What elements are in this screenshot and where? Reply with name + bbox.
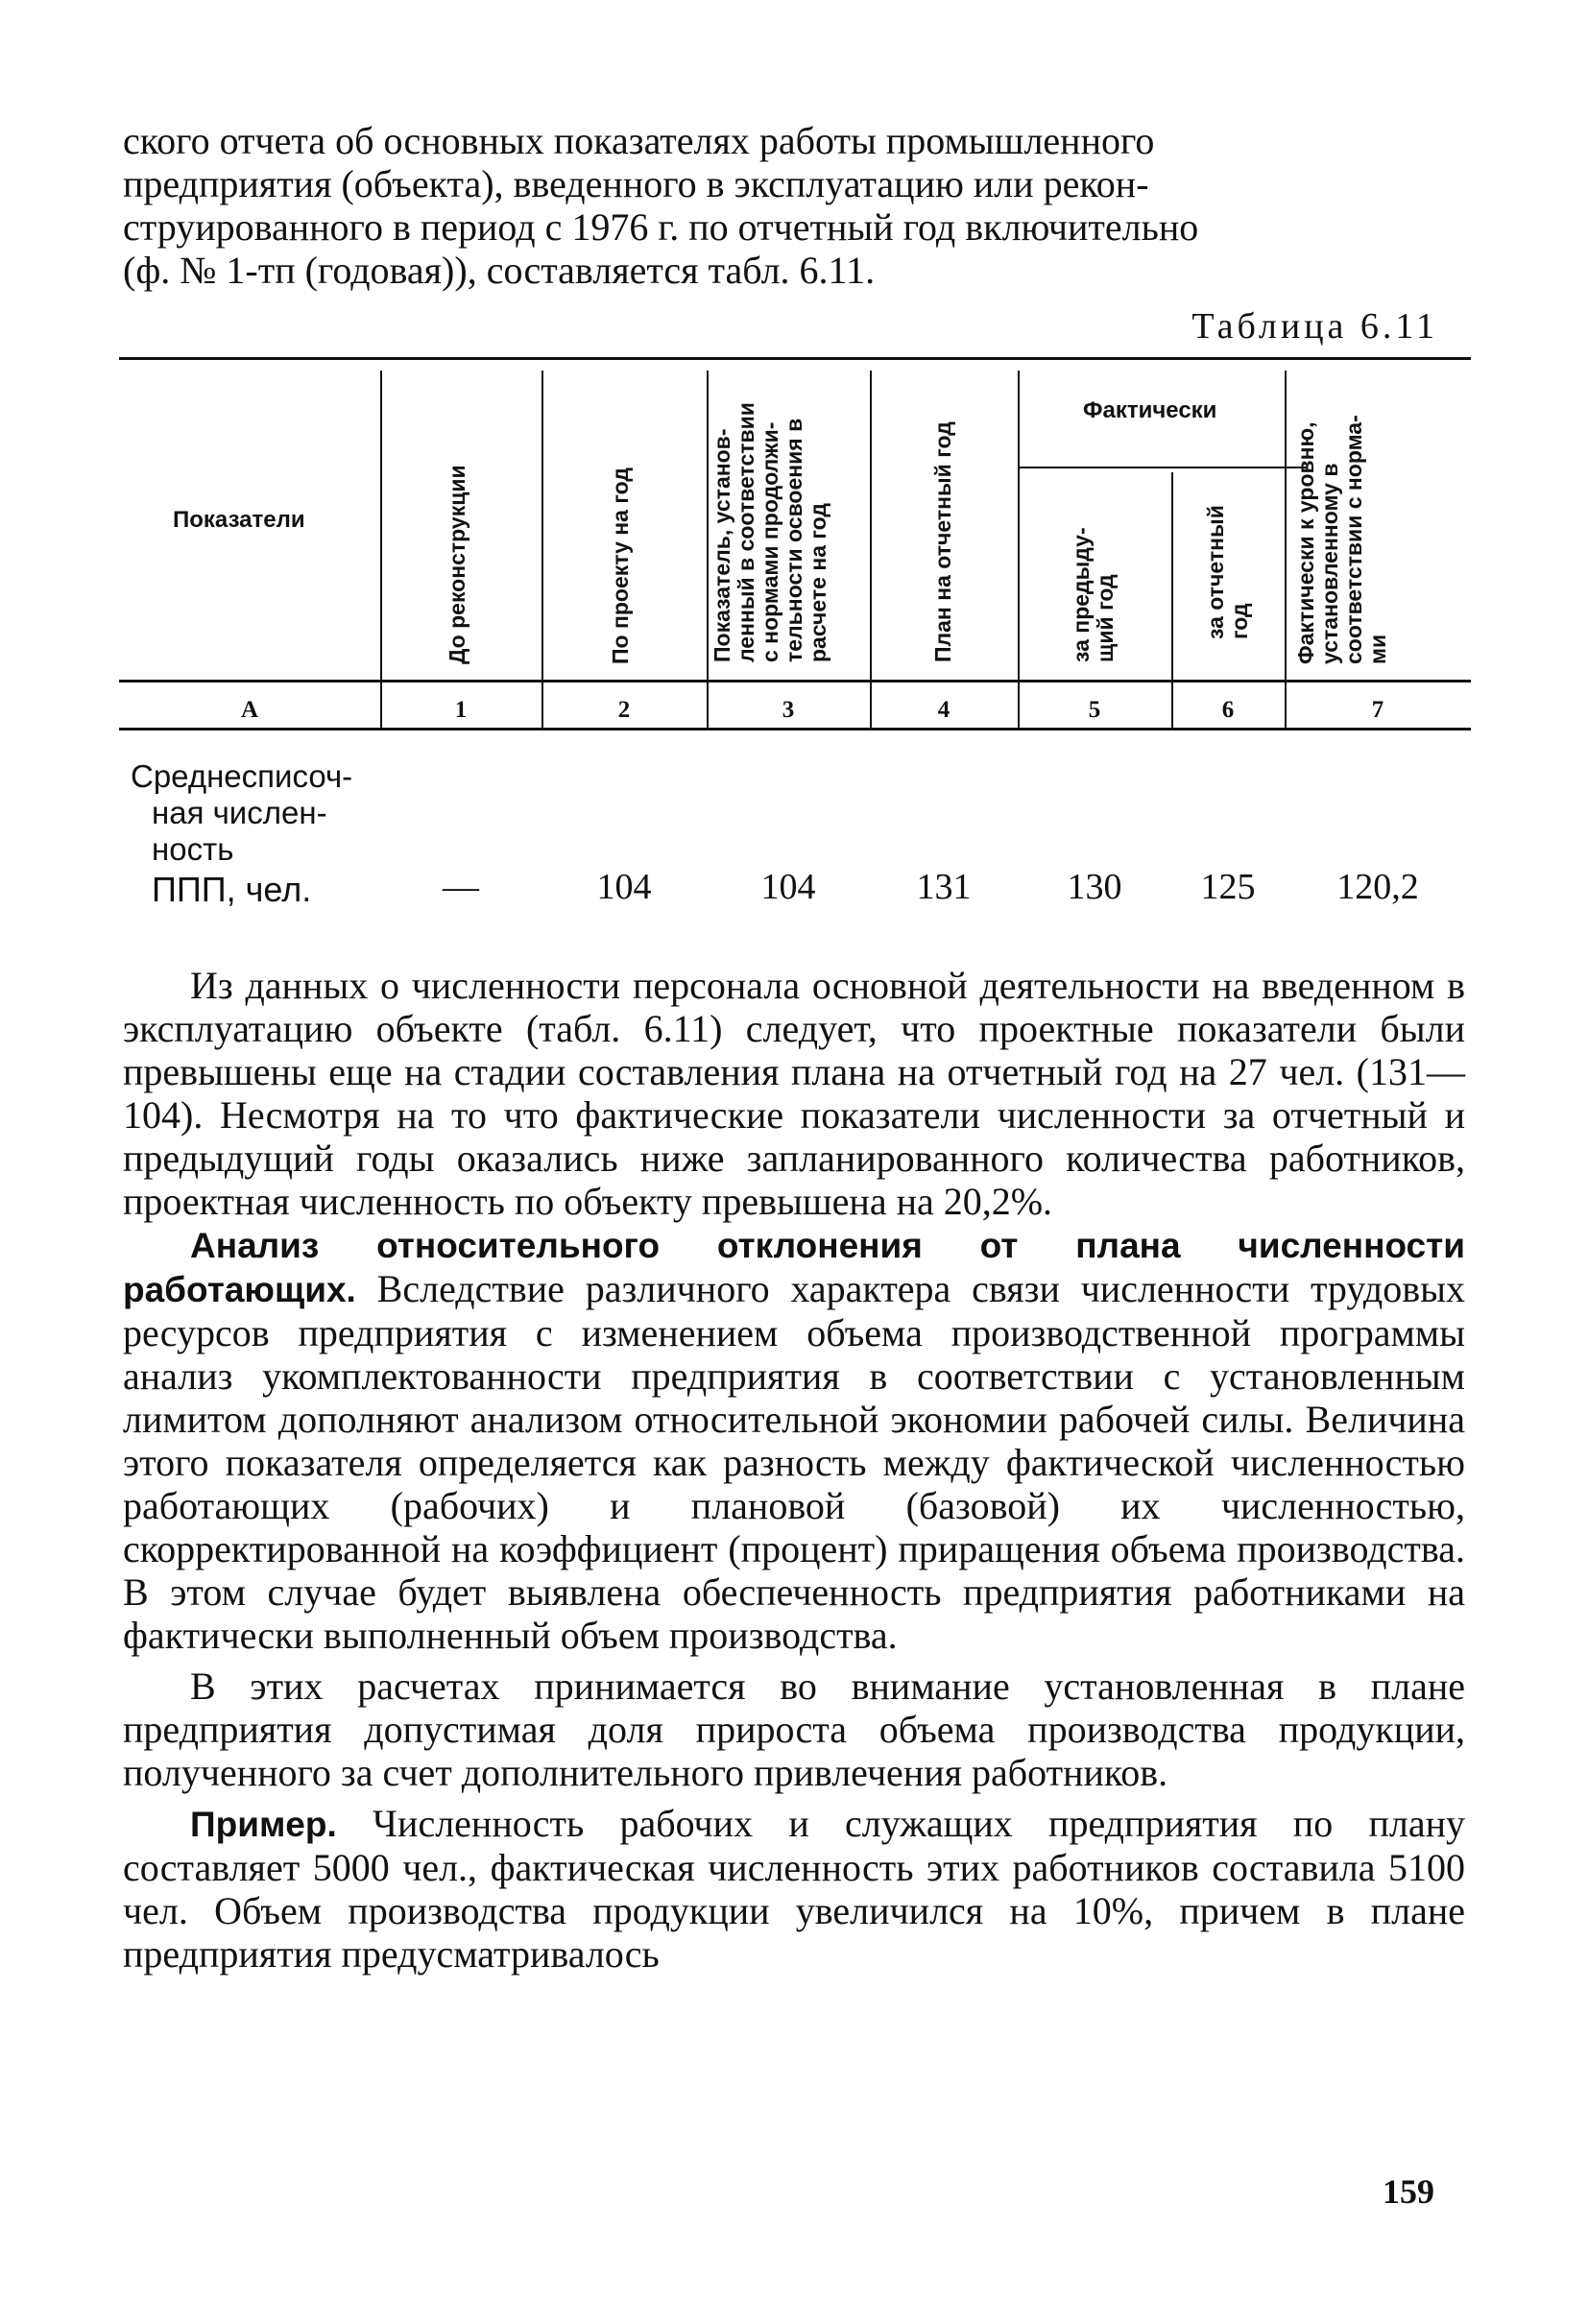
body-text bbox=[123, 964, 1465, 1976]
header-actual: Фактически bbox=[1083, 397, 1217, 423]
col-divider bbox=[707, 371, 709, 728]
header-plan-reporting-year: План на отчетный год bbox=[930, 421, 955, 662]
table-6-11 bbox=[119, 357, 1471, 741]
intro-line: предприятия (объекта), введенного в эксплуатацию или рекон- bbox=[123, 162, 1149, 205]
intro-line: струированного в период с 1976 г. по отчетный год включительно bbox=[123, 205, 1199, 249]
paragraph bbox=[123, 1802, 1465, 1976]
table-header-rule bbox=[119, 680, 1471, 683]
table-cell: 104 bbox=[760, 867, 816, 907]
header-reporting-year: за отчетный год bbox=[1203, 505, 1252, 639]
col-divider bbox=[380, 371, 382, 728]
header-project-per-year: По проекту на год bbox=[608, 467, 633, 664]
header-norm-indicator: Показатель, установ- ленный в соответствии с нормами продолжи- тельности освоения в расчете на год bbox=[710, 402, 830, 662]
paragraph: Из данных о численности персонала основной деятельности на введенном в эксплуатацию объекте (табл. 6.11) следует, что проектные показатели были превышены еще на стадии составления плана на отчетный год на 27 чел. (131—104). Несмотря на то что фактические показатели численности за отчетный и предыдущий годы оказались ниже запланированного количества работников, проектная численность по объекту превышена на 20,2%. bbox=[123, 964, 1465, 1223]
column-number: 1 bbox=[454, 697, 468, 723]
col-divider bbox=[1285, 371, 1287, 728]
table-cell: — bbox=[443, 867, 479, 907]
example-label: Пример. bbox=[190, 1805, 337, 1844]
column-number: 3 bbox=[782, 697, 795, 723]
intro-line: (ф. № 1-тп (годовая)), составляется табл. 6.11. bbox=[123, 249, 876, 292]
table-top-rule bbox=[119, 357, 1471, 360]
column-number: 4 bbox=[937, 697, 950, 723]
col-divider bbox=[1018, 371, 1020, 728]
row-label: Среднесписоч- ная числен- ность ППП, чел. bbox=[131, 758, 353, 909]
header-actual-to-level: Фактически к уровню, установленному в соответствии с норма- ми bbox=[1293, 415, 1390, 664]
table-cell: 131 bbox=[916, 867, 972, 907]
column-number: 2 bbox=[617, 697, 631, 723]
section-heading: Анализ относительного отклонения от плана численности работающих. bbox=[123, 1226, 1465, 1309]
paragraph: В этих расчетах принимается во внимание установленная в плане предприятия допустимая доля прироста объема производства продукции, полученного за счет дополнительного привлечения работников. bbox=[123, 1665, 1465, 1794]
page-number: 159 bbox=[1383, 2172, 1434, 2211]
paragraph-text: Численность рабочих и служащих предприятия по плану составляет 5000 чел., фактическая численность этих работников составила 5100 чел. Объем производства продукции увеличился на 10%, причем в плане предприятия предусматривалось bbox=[123, 1802, 1465, 1976]
table-cell: 104 bbox=[596, 867, 652, 907]
col-divider bbox=[870, 371, 872, 728]
column-number: 5 bbox=[1088, 697, 1101, 723]
table-numbers-rule bbox=[119, 728, 1471, 731]
paragraph bbox=[123, 1223, 1465, 1657]
actual-subheader-rule bbox=[1020, 467, 1308, 468]
intro-line: ского отчета об основных показателях работы промышленного bbox=[123, 119, 1155, 162]
header-prev-year: за предыду- щий год bbox=[1069, 527, 1118, 662]
table-cell: 120,2 bbox=[1336, 867, 1419, 907]
column-number: 6 bbox=[1221, 697, 1235, 723]
header-indicators: Показатели bbox=[173, 507, 305, 533]
table-cell: 130 bbox=[1067, 867, 1122, 907]
intro-paragraph bbox=[123, 119, 1465, 292]
column-number: 7 bbox=[1371, 697, 1384, 723]
header-before-reconstruction: До реконструкции bbox=[445, 465, 469, 664]
column-number: А bbox=[240, 697, 259, 723]
paragraph-text: Вследствие различного характера связи численности трудовых ресурсов предприятия с изменением объема производственной программы анализ укомплектованности предприятия в соответствии с установленным лимитом дополняют анализом относительной экономии рабочей силы. Величина этого показателя определяется как разность между фактической численностью работающих (рабочих) и плановой (базовой) их численностью, скорректированной на коэффициент (процент) приращения объема производства. В этом случае будет выявлена обеспеченность предприятия работниками на фактически выполненный объем производства. bbox=[123, 1267, 1465, 1657]
col-divider bbox=[1171, 472, 1173, 728]
table-caption: Таблица 6.11 bbox=[1191, 306, 1438, 347]
table-cell: 125 bbox=[1200, 867, 1256, 907]
table-row bbox=[123, 758, 1471, 912]
col-divider bbox=[541, 371, 543, 728]
